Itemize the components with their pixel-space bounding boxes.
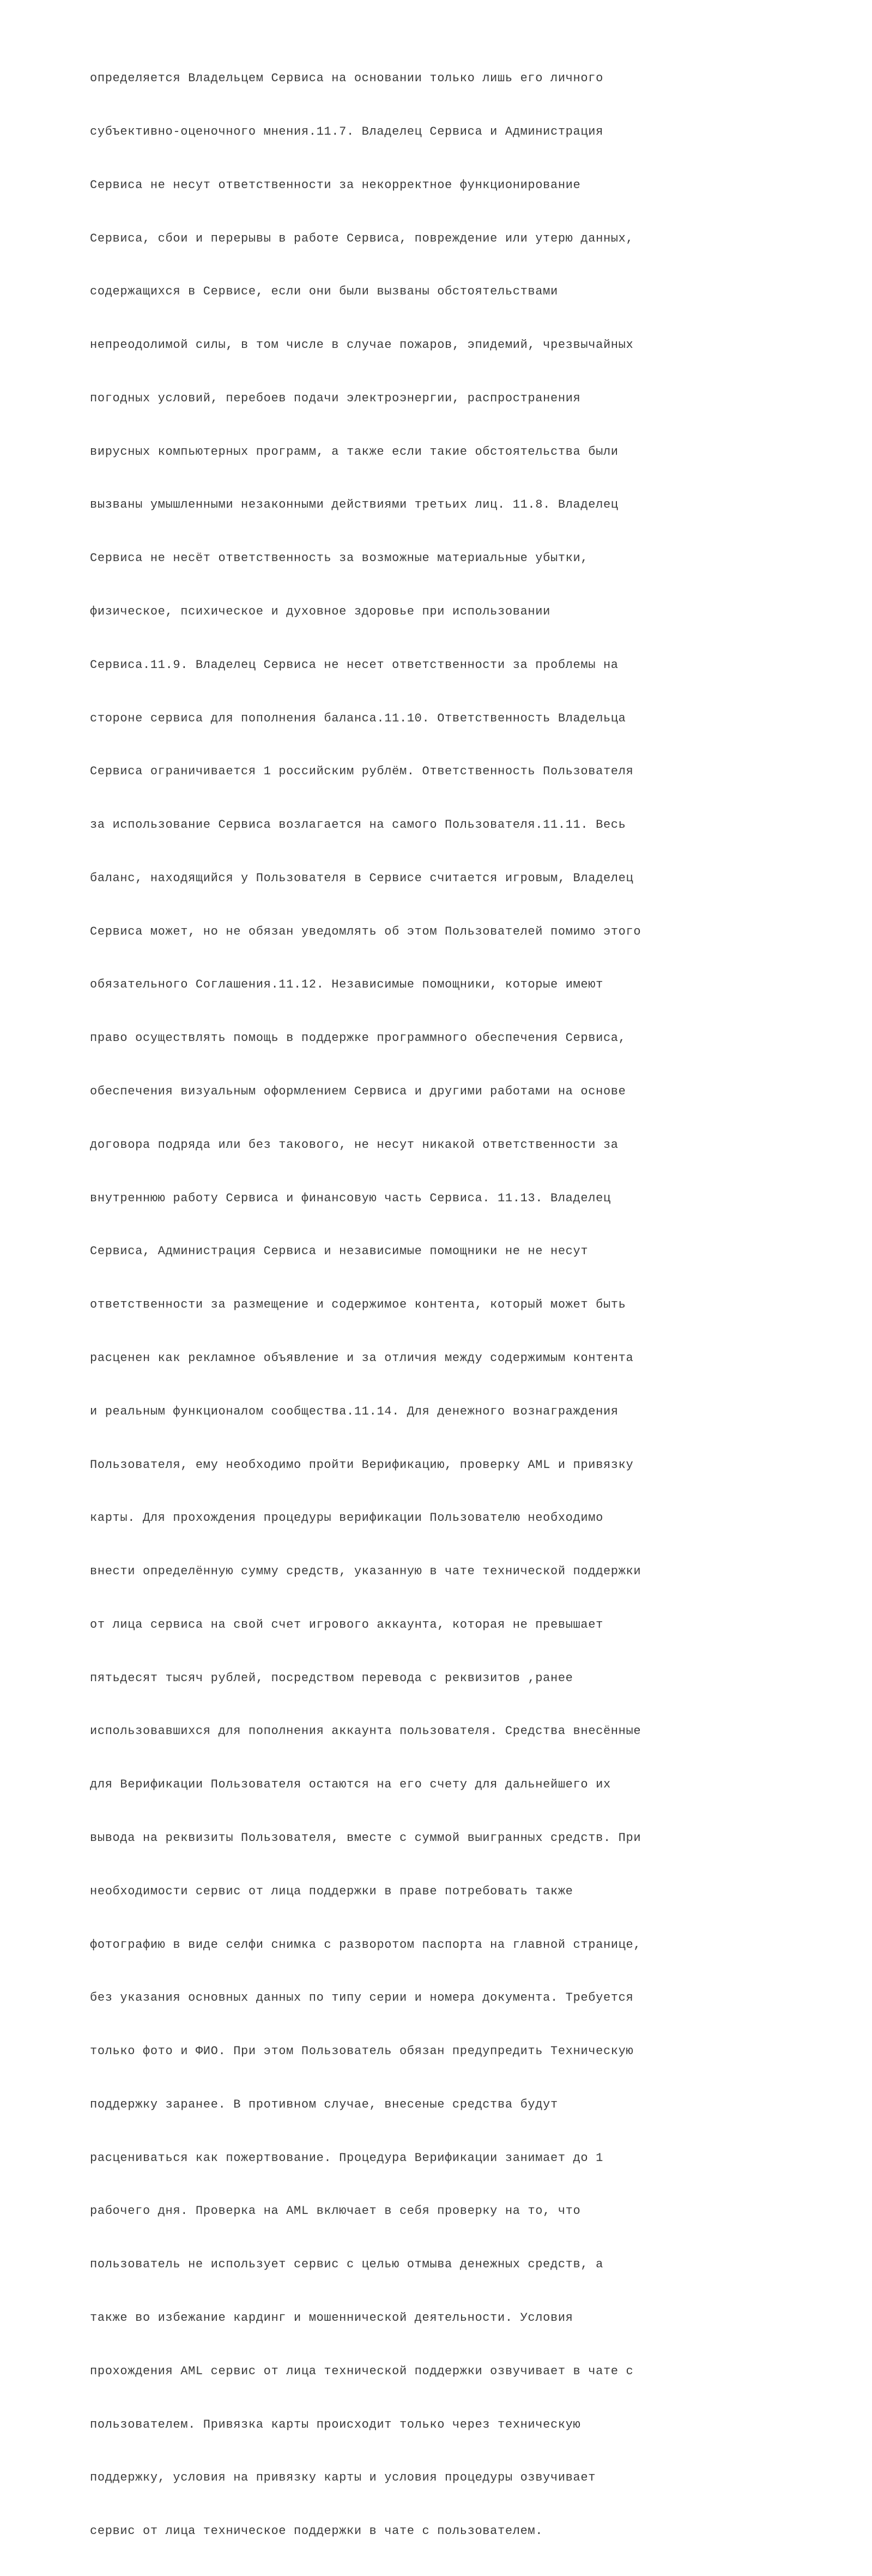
text-line: Сервиса, сбои и перерывы в работе Сервиса, повреждение или утерю данных, xyxy=(90,231,634,245)
document-body-text xyxy=(90,34,641,2576)
text-line: содержащихся в Сервисе, если они были вызваны обстоятельствами xyxy=(90,285,558,299)
text-line: только фото и ФИО. При этом Пользователь обязан предупредить Техническую xyxy=(90,2044,634,2059)
text-line: Сервиса.11.9. Владелец Сервиса не несет ответственности за проблемы на xyxy=(90,658,619,672)
text-line: необходимости сервис от лица поддержки в праве потребовать также xyxy=(90,1884,573,1898)
text-line: обеспечения визуальным оформлением Сервиса и другими работами на основе xyxy=(90,1085,626,1099)
text-line: внести определённую сумму средств, указанную в чате технической поддержки xyxy=(90,1564,641,1579)
text-line: также во избежание кардинг и мошеннической деятельности. Условия xyxy=(90,2311,573,2325)
text-line: прохождения AML сервис от лица технической поддержки озвучивает в чате с xyxy=(90,2364,634,2378)
text-line: от лица сервиса на свой счет игрового аккаунта, которая не превышает xyxy=(90,1617,603,1632)
text-line: договора подряда или без такового, не несут никакой ответственности за xyxy=(90,1137,619,1152)
text-line: баланс, находящийся у Пользователя в Сервисе считается игровым, Владелец xyxy=(90,871,634,885)
text-line: поддержку заранее. В противном случае, внесеные средства будут xyxy=(90,2097,558,2111)
text-line: погодных условий, перебоев подачи электроэнергии, распространения xyxy=(90,391,581,405)
text-line: и реальным функционалом сообщества.11.14. Для денежного вознаграждения xyxy=(90,1404,619,1418)
text-line: карты. Для прохождения процедуры верификации Пользователю необходимо xyxy=(90,1511,603,1525)
text-line: пятьдесят тысяч рублей, посредством перевода с реквизитов ,ранее xyxy=(90,1671,573,1685)
text-line: фотографию в виде селфи снимка с разворотом паспорта на главной странице, xyxy=(90,1937,641,1952)
text-line: физическое, психическое и духовное здоровье при использовании xyxy=(90,605,550,618)
text-line: вывода на реквизиты Пользователя, вместе с суммой выигранных средств. При xyxy=(90,1831,641,1845)
text-line: Пользователя, ему необходимо пройти Верификацию, проверку AML и привязку xyxy=(90,1458,634,1472)
text-line: ответственности за размещение и содержимое контента, который может быть xyxy=(90,1298,626,1312)
text-line: пользователем. Привязка карты происходит только через техническую xyxy=(90,2417,581,2431)
text-line: расцениваться как пожертвование. Процедура Верификации занимает до 1 xyxy=(90,2151,603,2165)
text-line: поддержку, условия на привязку карты и условия процедуры озвучивает xyxy=(90,2471,596,2485)
text-line: стороне сервиса для пополнения баланса.11.10. Ответственность Владельца xyxy=(90,711,626,725)
text-line: Сервиса не несёт ответственность за возможные материальные убытки, xyxy=(90,551,589,565)
text-line: определяется Владельцем Сервиса на основании только лишь его личного xyxy=(90,71,603,86)
text-line: обязательного Соглашения.11.12. Независимые помощники, которые имеют xyxy=(90,978,603,992)
text-line: без указания основных данных по типу серии и номера документа. Требуется xyxy=(90,1991,634,2005)
text-line: вирусных компьютерных программ, а также если такие обстоятельства были xyxy=(90,444,619,459)
text-line: использовавшихся для пополнения аккаунта пользователя. Средства внесённые xyxy=(90,1724,641,1738)
text-line: Сервиса, Администрация Сервиса и независимые помощники не не несут xyxy=(90,1244,589,1259)
text-line: вызваны умышленными незаконными действиями третьих лиц. 11.8. Владелец xyxy=(90,498,619,512)
text-line: Сервиса ограничивается 1 российским рублём. Ответственность Пользователя xyxy=(90,765,634,779)
text-line: рабочего дня. Проверка на AML включает в себя проверку на то, что xyxy=(90,2204,581,2218)
text-line: сервис от лица техническое поддержки в чате с пользователем. xyxy=(90,2524,543,2538)
text-line: пользователь не использует сервис с целью отмыва денежных средств, а xyxy=(90,2258,603,2272)
text-line: право осуществлять помощь в поддержке программного обеспечения Сервиса, xyxy=(90,1031,626,1045)
text-line: внутреннюю работу Сервиса и финансовую часть Сервиса. 11.13. Владелец xyxy=(90,1191,611,1205)
text-line: Сервиса не несут ответственности за некорректное функционирование xyxy=(90,178,581,192)
text-line: непреодолимой силы, в том числе в случае пожаров, эпидемий, чрезвычайных xyxy=(90,338,634,352)
text-line: для Верификации Пользователя остаются на его счету для дальнейшего их xyxy=(90,1778,611,1792)
text-line: Сервиса может, но не обязан уведомлять об этом Пользователей помимо этого xyxy=(90,924,641,938)
text-line: за использование Сервиса возлагается на самого Пользователя.11.11. Весь xyxy=(90,818,626,832)
text-line: расценен как рекламное объявление и за отличия между содержимым контента xyxy=(90,1351,634,1365)
text-line: субъективно-оценочного мнения.11.7. Владелец Сервиса и Администрация xyxy=(90,124,603,139)
